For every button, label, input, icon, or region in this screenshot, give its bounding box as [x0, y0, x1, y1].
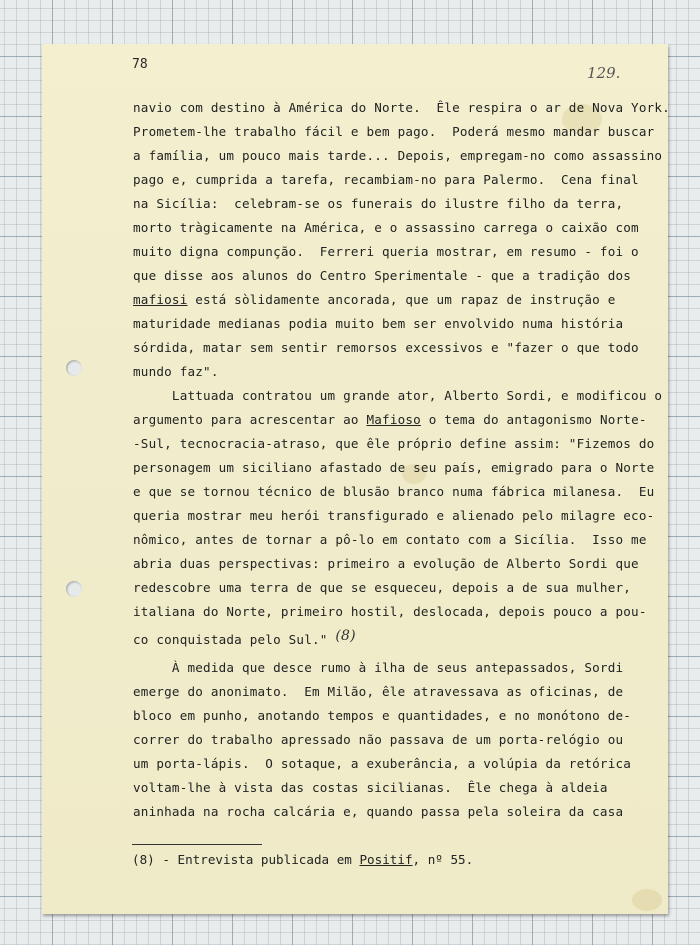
line-text: pago e, cumprida a tarefa, recambiam-no para Palermo. Cena final — [133, 172, 639, 187]
handwritten-page-number: 129. — [587, 64, 621, 82]
footnote-rule — [132, 844, 262, 845]
text-line — [133, 413, 647, 427]
text-line — [133, 757, 631, 771]
line-text: sórdida, matar sem sentir remorsos excessivos e "fazer o que todo — [133, 340, 639, 355]
line-text: redescobre uma terra de que se esqueceu, depois a de sua mulher, — [133, 580, 632, 595]
underlined-title: mafiosi — [133, 292, 188, 307]
line-text: personagem um siciliano afastado de seu país, emigrado para o Norte — [133, 460, 655, 475]
footnote — [132, 852, 473, 867]
line-text: co conquistada pelo Sul." — [133, 632, 328, 647]
text-line — [133, 557, 639, 571]
line-text: queria mostrar meu herói transfigurado e alienado pelo milagre eco- — [133, 508, 655, 523]
text-line — [133, 509, 654, 523]
text-line — [133, 365, 219, 379]
line-text: um porta-lápis. O sotaque, a exuberância, a volúpia da retórica — [133, 756, 632, 771]
line-text: navio com destino à América do Norte. Êle respira o ar de Nova York. — [133, 100, 670, 115]
text-line — [133, 605, 647, 619]
text-line — [133, 685, 623, 699]
line-text: na Sicília: celebram-se os funerais do ilustre filho da terra, — [133, 196, 624, 211]
line-text: mundo faz". — [133, 364, 219, 379]
punch-hole — [66, 581, 82, 597]
text-line — [133, 341, 639, 355]
line-text: voltam-lhe à vista das costas sicilianas. Êle chega à aldeia — [133, 780, 608, 795]
text-line — [133, 437, 654, 451]
line-text: está sòlidamente ancorada, que um rapaz de instrução e — [187, 292, 616, 307]
paper-stain — [632, 889, 662, 911]
text-line — [133, 461, 654, 475]
text-line — [133, 733, 623, 747]
underlined-title: Mafioso — [366, 412, 421, 427]
text-line — [133, 149, 662, 163]
line-text: italiana do Norte, primeiro hostil, deslocada, depois pouco a pou- — [133, 604, 647, 619]
typewritten-page — [42, 44, 668, 914]
line-text: À medida que desce rumo à ilha de seus antepassados, Sordi — [133, 660, 624, 675]
line-text: muito digna compunção. Ferreri queria mostrar, em resumo - foi o — [133, 244, 639, 259]
text-line — [133, 533, 647, 547]
text-line — [133, 581, 631, 595]
line-text: nômico, antes de tornar a pô-lo em contato com a Sicília. Isso me — [133, 532, 647, 547]
line-text: a família, um pouco mais tarde... Depois, empregam-no como assassino — [133, 148, 663, 163]
text-line — [133, 293, 616, 307]
line-text: Prometem-lhe trabalho fácil e bem pago. Poderá mesmo mandar buscar — [133, 124, 655, 139]
line-text: o tema do antagonismo Norte- — [420, 412, 647, 427]
line-lead: argumento para acrescentar ao — [133, 412, 367, 427]
text-line — [133, 661, 623, 675]
line-text: que disse aos alunos do Centro Sperimentale - que a tradição dos — [133, 268, 632, 283]
line-text: abria duas perspectivas: primeiro a evolução de Alberto Sordi que — [133, 556, 639, 571]
footnote-journal-title: Positif — [359, 852, 413, 867]
punch-hole — [66, 360, 82, 376]
footnote-lead: (8) - Entrevista publicada em — [132, 852, 360, 867]
line-text: maturidade medianas podia muito bem ser envolvido numa história — [133, 316, 624, 331]
line-text: -Sul, tecnocracia-atraso, que êle próprio define assim: "Fizemos do — [133, 436, 655, 451]
footnote-reference: (8) — [335, 628, 356, 644]
text-line — [133, 173, 639, 187]
text-line — [133, 389, 662, 403]
text-line — [133, 269, 631, 283]
line-text: emerge do anonimato. Em Milão, êle atravessava as oficinas, de — [133, 684, 624, 699]
line-text: e que se tornou técnico de blusão branco numa fábrica milanesa. Eu — [133, 484, 655, 499]
text-line — [133, 805, 623, 819]
text-line — [133, 781, 608, 795]
text-line — [133, 197, 623, 211]
text-line — [133, 317, 623, 331]
footnote-rest: , nº 55. — [412, 852, 474, 867]
text-line — [133, 485, 654, 499]
line-text: bloco em punho, anotando tempos e quantidades, e no monótono de- — [133, 708, 632, 723]
text-line — [133, 101, 670, 115]
line-text: correr do trabalho apressado não passava de um porta-relógio ou — [133, 732, 624, 747]
line-text: morto tràgicamente na América, e o assassino carrega o caixão com — [133, 220, 639, 235]
text-line — [133, 125, 654, 139]
line-text: aninhada na rocha calcária e, quando passa pela soleira da casa — [133, 804, 624, 819]
text-line — [133, 629, 356, 647]
line-text: Lattuada contratou um grande ator, Alberto Sordi, e modificou o — [133, 388, 663, 403]
page-number: 78 — [132, 57, 148, 72]
text-line — [133, 245, 639, 259]
text-line — [133, 709, 631, 723]
text-line — [133, 221, 639, 235]
